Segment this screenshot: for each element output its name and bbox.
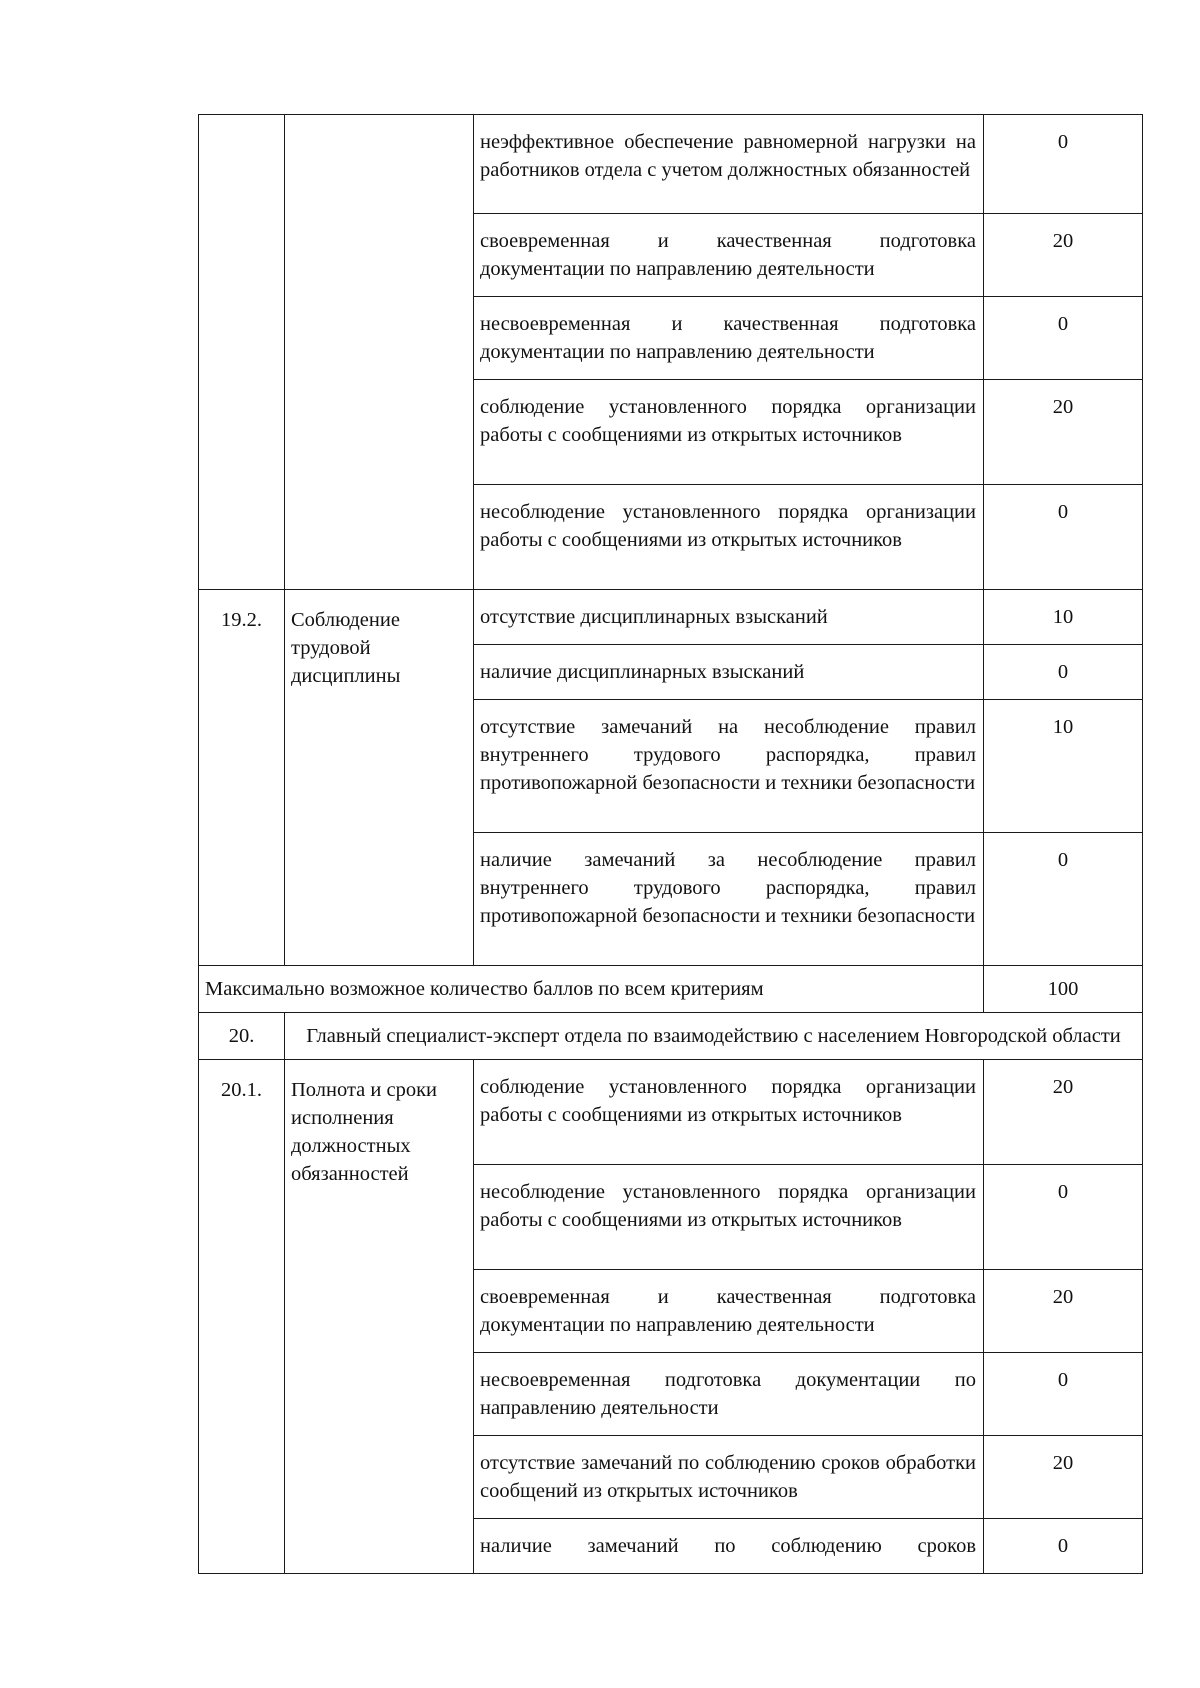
indicator-cell: неэффективное обеспечение равномерной нагрузки на работников отдела с учетом должностных обязанностей — [474, 115, 984, 214]
score-cell: 20 — [984, 1270, 1143, 1353]
score-cell: 10 — [984, 700, 1143, 833]
indicator-cell: несвоевременная подготовка документации по направлению деятельности — [474, 1353, 984, 1436]
table-row — [199, 590, 1143, 645]
criterion-cell-empty — [285, 115, 474, 590]
table-row — [199, 1060, 1143, 1165]
score-cell: 20 — [984, 1436, 1143, 1519]
score-cell: 0 — [984, 1519, 1143, 1574]
indicator-cell: отсутствие замечаний по соблюдению сроков обработки сообщений из открытых источников — [474, 1436, 984, 1519]
score-cell: 10 — [984, 590, 1143, 645]
indicator-cell: несвоевременная и качественная подготовка документации по направлению деятельности — [474, 297, 984, 380]
indicator-cell: несоблюдение установленного порядка организации работы с сообщениями из открытых источников — [474, 485, 984, 590]
indicator-cell: отсутствие дисциплинарных взысканий — [474, 590, 984, 645]
total-label: Максимально возможное количество баллов по всем критериям — [199, 966, 984, 1013]
indicator-cell: соблюдение установленного порядка организации работы с сообщениями из открытых источников — [474, 1060, 984, 1165]
section-heading-row — [199, 1013, 1143, 1060]
score-cell: 0 — [984, 485, 1143, 590]
score-cell: 0 — [984, 645, 1143, 700]
score-cell: 0 — [984, 1353, 1143, 1436]
indicator-cell: наличие замечаний по соблюдению сроков — [474, 1519, 984, 1574]
criterion-name: Полнота и сроки исполнения должностных обязанностей — [285, 1060, 474, 1574]
score-cell: 20 — [984, 214, 1143, 297]
evaluation-table — [198, 114, 1143, 1574]
score-cell: 20 — [984, 1060, 1143, 1165]
indicator-cell: отсутствие замечаний на несоблюдение правил внутреннего трудового распорядка, правил противопожарной безопасности и техники безопасности — [474, 700, 984, 833]
total-score: 100 — [984, 966, 1143, 1013]
number-cell-empty — [199, 115, 285, 590]
indicator-cell: наличие замечаний за несоблюдение правил внутреннего трудового распорядка, правил противопожарной безопасности и техники безопасности — [474, 833, 984, 966]
indicator-cell: своевременная и качественная подготовка документации по направлению деятельности — [474, 1270, 984, 1353]
section-title: Главный специалист-эксперт отдела по взаимодействию с населением Новгородской области — [285, 1013, 1143, 1060]
section-number: 19.2. — [199, 590, 285, 966]
section-number: 20. — [199, 1013, 285, 1060]
indicator-cell: соблюдение установленного порядка организации работы с сообщениями из открытых источников — [474, 380, 984, 485]
total-row — [199, 966, 1143, 1013]
score-cell: 0 — [984, 297, 1143, 380]
score-cell: 0 — [984, 115, 1143, 214]
indicator-cell: своевременная и качественная подготовка документации по направлению деятельности — [474, 214, 984, 297]
indicator-cell: наличие дисциплинарных взысканий — [474, 645, 984, 700]
section-number: 20.1. — [199, 1060, 285, 1574]
table-row — [199, 115, 1143, 214]
score-cell: 0 — [984, 1165, 1143, 1270]
score-cell: 20 — [984, 380, 1143, 485]
score-cell: 0 — [984, 833, 1143, 966]
indicator-cell: несоблюдение установленного порядка организации работы с сообщениями из открытых источников — [474, 1165, 984, 1270]
criterion-name: Соблюдение трудовой дисциплины — [285, 590, 474, 966]
